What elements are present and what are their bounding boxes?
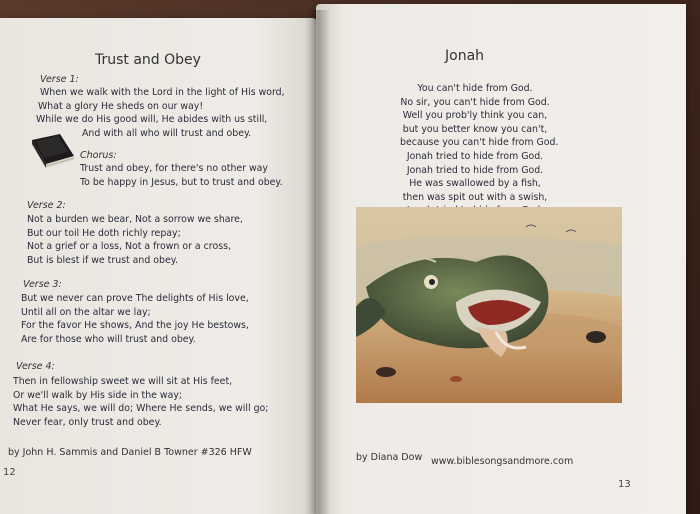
verse3-line: Until all on the altar we lay; [21,306,151,318]
stanza1-line: Well you prob'ly think you can, [402,110,548,122]
left-page-number: 12 [3,467,16,478]
chorus-line: Trust and obey, for there's no other way [80,163,268,174]
jonah-whale-illustration [356,207,622,403]
verse1-line: While we do His good will, He abides with us still, [36,114,268,126]
verse1-line: And with all who will trust and obey. [82,127,252,139]
verse4-label: Verse 4: [16,361,55,372]
stanza1-line: No sir, you can't hide from God. [400,96,550,108]
chorus-text [80,162,283,189]
right-page-credit-author: by Diana Dow [356,452,423,463]
verse3-line: But we never can prove The delights of His love, [21,293,249,304]
verse4-text [13,375,268,429]
verse1-text [36,86,285,140]
bible-icon [30,132,76,168]
verse1-line: When we walk with the Lord in the light of His word, [40,87,285,98]
right-page-number: 13 [618,479,631,490]
verse4-line: Then in fellowship sweet we will sit at His feet, [13,376,233,387]
book-spine [304,10,330,514]
stanza1-line: You can't hide from God. [417,83,533,94]
verse2-line: Not a grief or a loss, Not a frown or a cross, [27,241,231,253]
verse3-text [21,292,249,346]
chorus-label: Chorus: [80,150,117,161]
verse2-text [27,213,243,267]
verse3-label: Verse 3: [23,279,62,290]
chorus-line: To be happy in Jesus, but to trust and obey. [80,176,283,188]
verse2-line: Not a burden we bear, Not a sorrow we share, [27,214,243,225]
verse3-line: Are for those who will trust and obey. [21,333,196,345]
jonah-stanza-1 [400,82,559,150]
stanza1-line: but you better know you can't, [402,123,548,135]
left-page-credit: by John H. Sammis and Daniel B Towner #326 HFW [8,447,252,458]
verse2-line: But our toil He doth richly repay; [27,227,181,239]
stanza2-line: then was spit out with a swish, [402,191,548,203]
right-page-title: Jonah [445,48,485,64]
left-page-title: Trust and Obey [95,52,201,68]
stanza1-line: because you can't hide from God. [400,137,559,149]
stanza2-line: He was swallowed by a fish, [409,178,541,190]
verse4-line: Or we'll walk by His side in the way; [13,389,183,401]
verse4-line: Never fear, only trust and obey. [13,416,162,428]
verse1-line: What a glory He sheds on our way! [38,100,204,112]
stanza2-line: Jonah tried to hide from God. [406,151,544,162]
verse2-line: But is blest if we trust and obey. [27,254,178,266]
verse2-label: Verse 2: [27,200,66,211]
right-page-credit-url: www.biblesongsandmore.com [431,456,574,467]
verse1-label: Verse 1: [40,74,79,85]
verse4-line: What He says, we will do; Where He sends, we will go; [13,403,269,415]
verse3-line: For the favor He shows, And the joy He bestows, [21,320,249,332]
stanza2-line: Jonah tried to hide from God. [406,164,544,176]
